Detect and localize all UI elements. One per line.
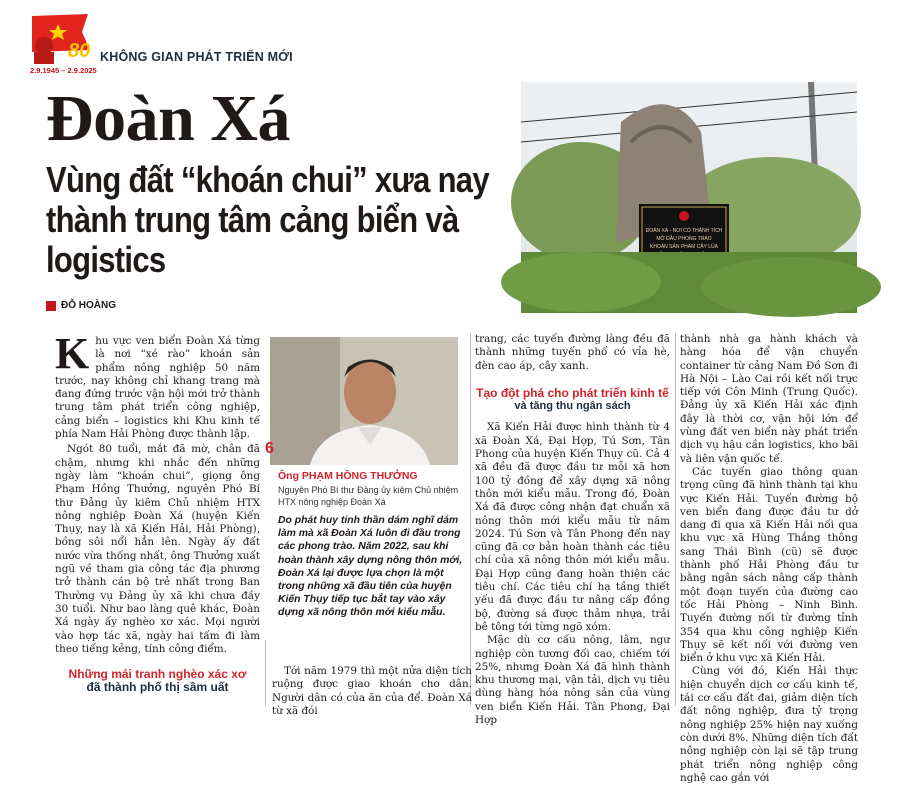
plaque-line-1: ĐOÀN XÁ - NƠI CÓ THÀNH TÍCH [645,228,723,234]
logo-number: 80 [68,40,91,62]
column-divider [470,333,471,706]
body-column-3 [475,333,670,727]
monument-photo [521,82,857,313]
paragraph: Cùng với đó, Kiến Hải thực hiện chuyển dịch cơ cấu kinh tế, tái cơ cấu đất đai, giảm diện tích đất nông nghiệp, đưa tỷ trọng nông nghiệp 25% hiện nay xuống còn dưới 8%. Những diện tích đất nông nghiệp còn lại sẽ tập trung phát triển nông nghiệp công nghệ cao gắn với [680,665,858,784]
paragraph-lead: Khu vực ven biển Đoàn Xá từng là nơi “xé rào” khoán sản phẩm nông nghiệp 50 năm trước, nay không chỉ khang trang mà đang đứng trước vận hội mới trở thành trung tâm phát triển công nghiệp, cảng biển – logistics khi Khu kinh tế phía Nam Hải Phòng được thành lập. [55,329,260,441]
author-byline [46,300,116,311]
paragraph: thành nhà ga hành khách và hàng hóa để vận chuyển container từ cảng Nam Đồ Sơn đi Hà Nội – Lào Cai rồi kết nối trực tiếp với Côn Minh (Trung Quốc). Đảng ủy xã Kiến Hải xác định đây là thời cơ, vận hội lớn để vùng đất ven biển này phát triển dịch vụ hậu cần logistics, kho bãi và liên vận quốc tế. [680,333,858,465]
paragraph: Tới năm 1979 thì một nửa diện tích ruộng được giao khoán cho dân. Người dân có của ăn của để. Đoàn Xá từ xã đói [272,665,472,717]
author-name: ĐỖ HOÀNG [61,300,116,311]
body-column-4 [680,333,858,785]
subheading-2-red: Tạo đột phá cho phát triển kinh tế [476,385,669,400]
article-subtitle: Vùng đất “khoán chui” xưa nay thành trung tâm cảng biển và logistics [46,159,489,280]
portrait-photo [270,337,458,465]
section-label: KHÔNG GIAN PHÁT TRIỂN MỚI [100,50,293,64]
paragraph: Xã Kiến Hải được hình thành từ 4 xã Đoàn Xá, Đại Hợp, Tú Sơn, Tân Phong của huyện Kiến Thụy cũ. Cả 4 xã đều đã được đầu tư mỗi xã hơn 100 tỷ đồng để xây dựng xã nông thôn mới kiểu mẫu. Trong đó, Đoàn Xá đã được công nhận đạt chuẩn xã nông thôn mới kiểu mẫu từ năm 2024. Tú Sơn và Tân Phong đến nay cũng đã cơ bản hoàn thành các tiêu chí của xã nông thôn mới kiểu mẫu. Đại Hợp cũng đang hoàn thiện các tiêu chí. Các tiêu chí hạ tầng thiết yếu đã được đầu tư nâng cấp đồng bộ, đường sá được thảm nhựa, trải bê tông tới từng ngõ xóm. [475,421,670,633]
body-column-1 [55,329,260,695]
paragraph: Ngót 80 tuổi, mắt đã mờ, chân đã chậm, nhưng khi nhắc đến những ngày làm “khoán chui”, giọng ông Phạm Hồng Thưởng, nguyên Phó Bí thư Đảng ủy kiêm Chủ nhiệm HTX nông nghiệp Đoàn Xá (huyện Kiến Thụy, nay là xã Kiến Hải, Hải Phòng), bồng sôi nổi hẳn lên. Ngày ấy đất nước vừa thống nhất, ông Thưởng xuất ngũ về tham gia công tác địa phương trở thành cán bộ trẻ nhất trong Ban Thường vụ Đảng ủy xã khi chưa đầy 30 tuổi. Như bao làng quê khác, Đoàn Xá ngày ấy nghèo xơ xác. Mọi người vào hợp tác xã, ngày hai tấm đi làm theo tiếng kẻng, tính công điểm. [55,443,260,655]
anniversary-dates: 2.9.1945 – 2.9.2025 [30,66,97,75]
quote-marker-icon: 6 [265,440,274,457]
author-mark-icon [46,301,56,311]
column-divider [675,333,676,706]
portrait-role: Nguyên Phó Bí thư Đảng ủy kiêm Chủ nhiệm HTX nông nghiệp Đoàn Xá [278,485,459,507]
subheading-1 [55,668,260,695]
paragraph: Các tuyến giao thông quan trọng cũng đã hình thành tại khu vực Kiến Hải. Tuyến đường bộ ven biển đang được đầu tư dở dang đi qua xã Kiến Hải nối qua khu vực xã Hùng Thắng thông sang Thái Bình (cũ) sẽ được thành phố Hải Phòng đầu tư bằng ngân sách nâng cấp thành một đoạn tuyến của đường cao tốc Hải Phòng – Ninh Bình. Tuyến đường nối từ đường tỉnh 354 qua khu công nghiệp Kiến Thụy sẽ kết nối với đường ven biển ở khu vực xã Kiến Hải. [680,465,858,665]
subheading-1-dark: đã thành phố thị sầm uất [86,680,229,695]
subheading-2 [475,387,670,414]
subheading-1-red: Những mái tranh nghèo xác xơ [68,667,247,682]
pull-quote: Do phát huy tinh thần dám nghĩ dám làm mà xã Đoàn Xá luôn đi đầu trong các phong trào. Năm 2022, sau khi hoàn thành xây dựng nông thôn mới, Đoàn Xá lại được lựa chọn là một trong những xã đầu tiên của huyện Kiến Thụy tiếp tục bắt tay vào xây dựng xã nông thôn mới kiểu mẫu. [278,515,463,619]
drop-cap: K [55,329,90,378]
portrait-name: Ông PHẠM HỒNG THƯỞNG [278,470,418,482]
paragraph: trang, các tuyến đường làng đều đã thành những tuyến phố có vỉa hè, đèn cao áp, cây xanh. [475,333,670,372]
paragraph: Mặc dù cơ cấu nông, lâm, ngư nghiệp còn tương đối cao, chiếm tới 25%, nhưng Đoàn Xá đã hình thành khu thương mại, vận tải, dịch vụ tiêu dùng hàng hóa nông sản của vùng ven biển Kiến Hải. Tân Phong, Đại Hợp [475,634,670,727]
column-divider [265,640,266,706]
subheading-2-dark: và tăng thu ngân sách [514,400,631,413]
plaque-line-3: KHOÁN SẢN PHẨM CÂY LÚA [650,244,718,250]
article-title: Đoàn Xá [46,82,291,155]
plaque-line-2: MỞ ĐẦU PHONG TRÀO [656,236,712,242]
body-column-2-bottom [272,665,472,718]
